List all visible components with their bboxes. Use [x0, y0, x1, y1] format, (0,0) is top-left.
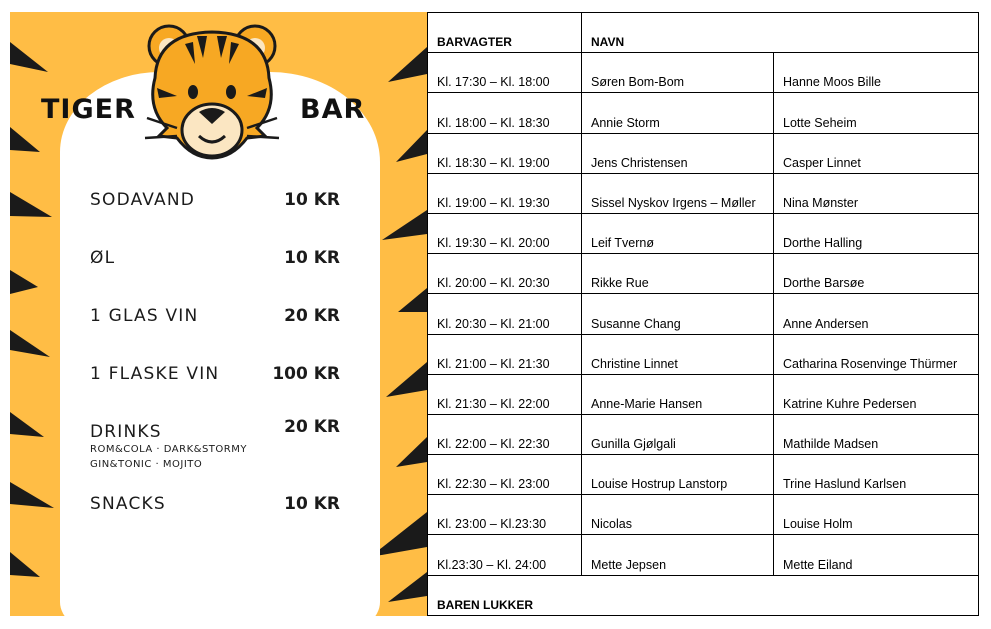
- table-row: [428, 53, 979, 93]
- shift-name-2: Dorthe Halling: [774, 213, 979, 253]
- menu-item-price: 10 KR: [284, 248, 340, 268]
- shift-name-1: Søren Bom-Bom: [582, 53, 774, 93]
- shift-name-2: Lotte Seheim: [774, 93, 979, 133]
- menu-item-subline: ROM&COLA · DARK&STORMY: [90, 444, 247, 455]
- table-row: [428, 455, 979, 495]
- shift-time: Kl. 22:30 – Kl. 23:00: [428, 455, 582, 495]
- menu-item-name: 1 GLAS VIN: [90, 306, 199, 326]
- shift-name-2: Mathilde Madsen: [774, 414, 979, 454]
- table-header-row: [428, 13, 979, 53]
- shift-name-1: Annie Storm: [582, 93, 774, 133]
- menu-item-name: ØL: [90, 248, 116, 268]
- shift-time: Kl.23:30 – Kl. 24:00: [428, 535, 582, 575]
- menu-item-price: 100 KR: [272, 364, 340, 384]
- shift-name-2: Nina Mønster: [774, 173, 979, 213]
- shift-name-1: Sissel Nyskov Irgens – Møller: [582, 173, 774, 213]
- shift-time: Kl. 20:30 – Kl. 21:00: [428, 294, 582, 334]
- table-row: [428, 374, 979, 414]
- table-row: [428, 414, 979, 454]
- shift-name-1: Leif Tvernø: [582, 213, 774, 253]
- shift-name-2: Hanne Moos Bille: [774, 53, 979, 93]
- shift-time: Kl. 23:00 – Kl.23:30: [428, 495, 582, 535]
- shift-name-2: Casper Linnet: [774, 133, 979, 173]
- menu-item-snacks: [90, 494, 340, 524]
- shift-time: Kl. 20:00 – Kl. 20:30: [428, 254, 582, 294]
- menu-item-drinks: [90, 417, 340, 477]
- bar-shift-table: [427, 12, 979, 616]
- menu-item-price: 10 KR: [284, 190, 340, 210]
- table-row: [428, 254, 979, 294]
- shift-time: Kl. 18:00 – Kl. 18:30: [428, 93, 582, 133]
- header-barvagter: BARVAGTER: [428, 13, 582, 53]
- table-row: [428, 133, 979, 173]
- table-row: [428, 495, 979, 535]
- shift-name-1: Gunilla Gjølgali: [582, 414, 774, 454]
- table-row: [428, 535, 979, 575]
- shift-name-1: Anne-Marie Hansen: [582, 374, 774, 414]
- shift-name-2: Catharina Rosenvinge Thürmer: [774, 334, 979, 374]
- menu-item-price: 20 KR: [284, 417, 340, 437]
- shift-name-2: Anne Andersen: [774, 294, 979, 334]
- table-row: [428, 173, 979, 213]
- shift-name-1: Rikke Rue: [582, 254, 774, 294]
- menu-item-name: SNACKS: [90, 494, 166, 514]
- shift-name-2: Louise Holm: [774, 495, 979, 535]
- menu-item-flaske-vin: [90, 364, 340, 394]
- menu-item-price: 10 KR: [284, 494, 340, 514]
- shift-name-2: Dorthe Barsøe: [774, 254, 979, 294]
- tiger-bar-poster: [10, 12, 427, 616]
- menu-item-subline: GIN&TONIC · MOJITO: [90, 459, 203, 470]
- menu-item-name: 1 FLASKE VIN: [90, 364, 220, 384]
- brand-bar: BAR: [300, 94, 366, 125]
- table-row: [428, 334, 979, 374]
- shift-name-1: Mette Jepsen: [582, 535, 774, 575]
- shift-name-2: Mette Eiland: [774, 535, 979, 575]
- shift-time: Kl. 18:30 – Kl. 19:00: [428, 133, 582, 173]
- shift-name-2: Trine Haslund Karlsen: [774, 455, 979, 495]
- shift-name-1: Susanne Chang: [582, 294, 774, 334]
- shift-name-1: Jens Christensen: [582, 133, 774, 173]
- footer-baren-lukker: BAREN LUKKER: [428, 575, 979, 615]
- menu-item-sodavand: [90, 190, 340, 220]
- menu-item-name: DRINKS: [90, 422, 162, 442]
- brand-tiger: TIGER: [41, 94, 136, 125]
- table-footer-row: [428, 575, 979, 615]
- header-navn: NAVN: [582, 13, 979, 53]
- menu-item-ol: [90, 248, 340, 278]
- shift-time: Kl. 19:00 – Kl. 19:30: [428, 173, 582, 213]
- shift-name-1: Louise Hostrup Lanstorp: [582, 455, 774, 495]
- menu-item-price: 20 KR: [284, 306, 340, 326]
- table-row: [428, 294, 979, 334]
- menu-item-glas-vin: [90, 306, 340, 336]
- shift-name-1: Nicolas: [582, 495, 774, 535]
- table-row: [428, 213, 979, 253]
- shift-time: Kl. 21:00 – Kl. 21:30: [428, 334, 582, 374]
- shift-time: Kl. 19:30 – Kl. 20:00: [428, 213, 582, 253]
- menu-item-name: SODAVAND: [90, 190, 196, 210]
- shift-time: Kl. 17:30 – Kl. 18:00: [428, 53, 582, 93]
- shift-time: Kl. 22:00 – Kl. 22:30: [428, 414, 582, 454]
- shift-name-1: Christine Linnet: [582, 334, 774, 374]
- shift-name-2: Katrine Kuhre Pedersen: [774, 374, 979, 414]
- table-row: [428, 93, 979, 133]
- tiger-face-icon: [137, 18, 287, 168]
- shift-time: Kl. 21:30 – Kl. 22:00: [428, 374, 582, 414]
